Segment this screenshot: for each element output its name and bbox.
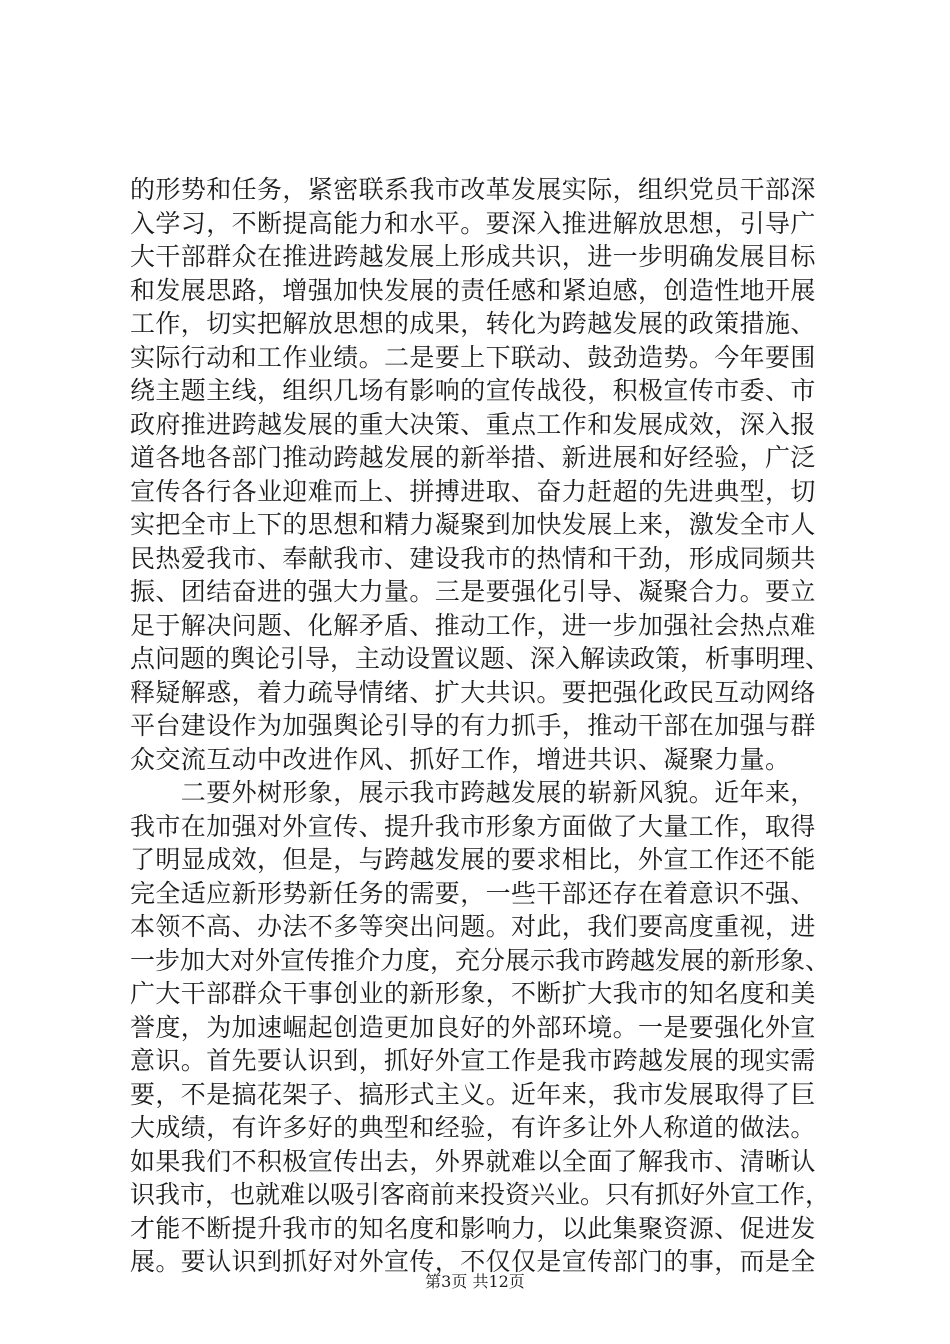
body-line: 道各地各部门推动跨越发展的新举措、新进展和好经验，广泛	[130, 443, 816, 472]
body-line: 大干部群众在推进跨越发展上形成共识，进一步明确发展目标	[130, 242, 816, 271]
body-line: 绕主题主线，组织几场有影响的宣传战役，积极宣传市委、市	[130, 376, 816, 405]
body-line: 振、团结奋进的强大力量。三是要强化引导、凝聚合力。要立	[130, 577, 816, 606]
body-line: 大成绩，有许多好的典型和经验，有许多让外人称道的做法。	[130, 1113, 816, 1142]
page-footer: 第3页 共12页	[425, 1272, 525, 1291]
body-line: 众交流互动中改进作风、抓好工作，增进共识、凝聚力量。	[130, 744, 791, 774]
body-line: 展。要认识到抓好对外宣传，不仅仅是宣传部门的事，而是全	[130, 1247, 816, 1276]
body-line: 广大干部群众干事创业的新形象，不断扩大我市的知名度和美	[130, 979, 816, 1008]
body-line: 实际行动和工作业绩。二是要上下联动、鼓劲造势。今年要围	[130, 342, 816, 372]
body-line: 才能不断提升我市的知名度和影响力，以此集聚资源、促进发	[130, 1213, 816, 1243]
body-line: 我市在加强对外宣传、提升我市形象方面做了大量工作，取得	[130, 811, 816, 841]
document-body	[130, 173, 830, 1279]
body-line: 一步加大对外宣传推介力度，充分展示我市跨越发展的新形象、	[130, 945, 831, 975]
body-line: 如果我们不积极宣传出去，外界就难以全面了解我市、清晰认	[130, 1146, 816, 1176]
body-line: 释疑解惑，着力疏导情绪、扩大共识。要把强化政民互动网络	[130, 677, 816, 707]
body-line: 实把全市上下的思想和精力凝聚到加快发展上来，激发全市人	[130, 510, 816, 539]
body-line: 识我市，也就难以吸引客商前来投资兴业。只有抓好外宣工作，	[130, 1180, 831, 1209]
body-line: 和发展思路，增强加快发展的责任感和紧迫感，创造性地开展	[130, 275, 816, 305]
body-line: 本领不高、办法不多等突出问题。对此，我们要高度重视，进	[130, 912, 816, 941]
body-line: 平台建设作为加强舆论引导的有力抓手，推动干部在加强与群	[130, 711, 816, 740]
body-line: 入学习，不断提高能力和水平。要深入推进解放思想，引导广	[130, 208, 816, 238]
body-line: 足于解决问题、化解矛盾、推动工作，进一步加强社会热点难	[130, 610, 816, 640]
body-line: 了明显成效，但是，与跨越发展的要求相比，外宣工作还不能	[130, 845, 816, 874]
body-line: 宣传各行各业迎难而上、拼搏进取、奋力赶超的先进典型，切	[130, 476, 816, 506]
body-line: 誉度，为加速崛起创造更加良好的外部环境。一是要强化外宣	[130, 1012, 816, 1042]
body-line: 完全适应新形势新任务的需要，一些干部还存在着意识不强、	[130, 878, 816, 908]
body-line: 二要外树形象，展示我市跨越发展的崭新风貌。近年来，	[130, 778, 816, 807]
body-line: 的形势和任务，紧密联系我市改革发展实际，组织党员干部深	[130, 175, 816, 204]
body-line: 民热爱我市、奉献我市、建设我市的热情和干劲，形成同频共	[130, 543, 816, 573]
body-line: 点问题的舆论引导，主动设置议题、深入解读政策，析事明理、	[130, 644, 831, 673]
body-line: 工作，切实把解放思想的成果，转化为跨越发展的政策措施、	[130, 309, 816, 338]
body-line: 意识。首先要认识到，抓好外宣工作是我市跨越发展的现实需	[130, 1046, 816, 1075]
body-line: 政府推进跨越发展的重大决策、重点工作和发展成效，深入报	[130, 409, 816, 439]
body-line: 要，不是搞花架子、搞形式主义。近年来，我市发展取得了巨	[130, 1079, 816, 1109]
